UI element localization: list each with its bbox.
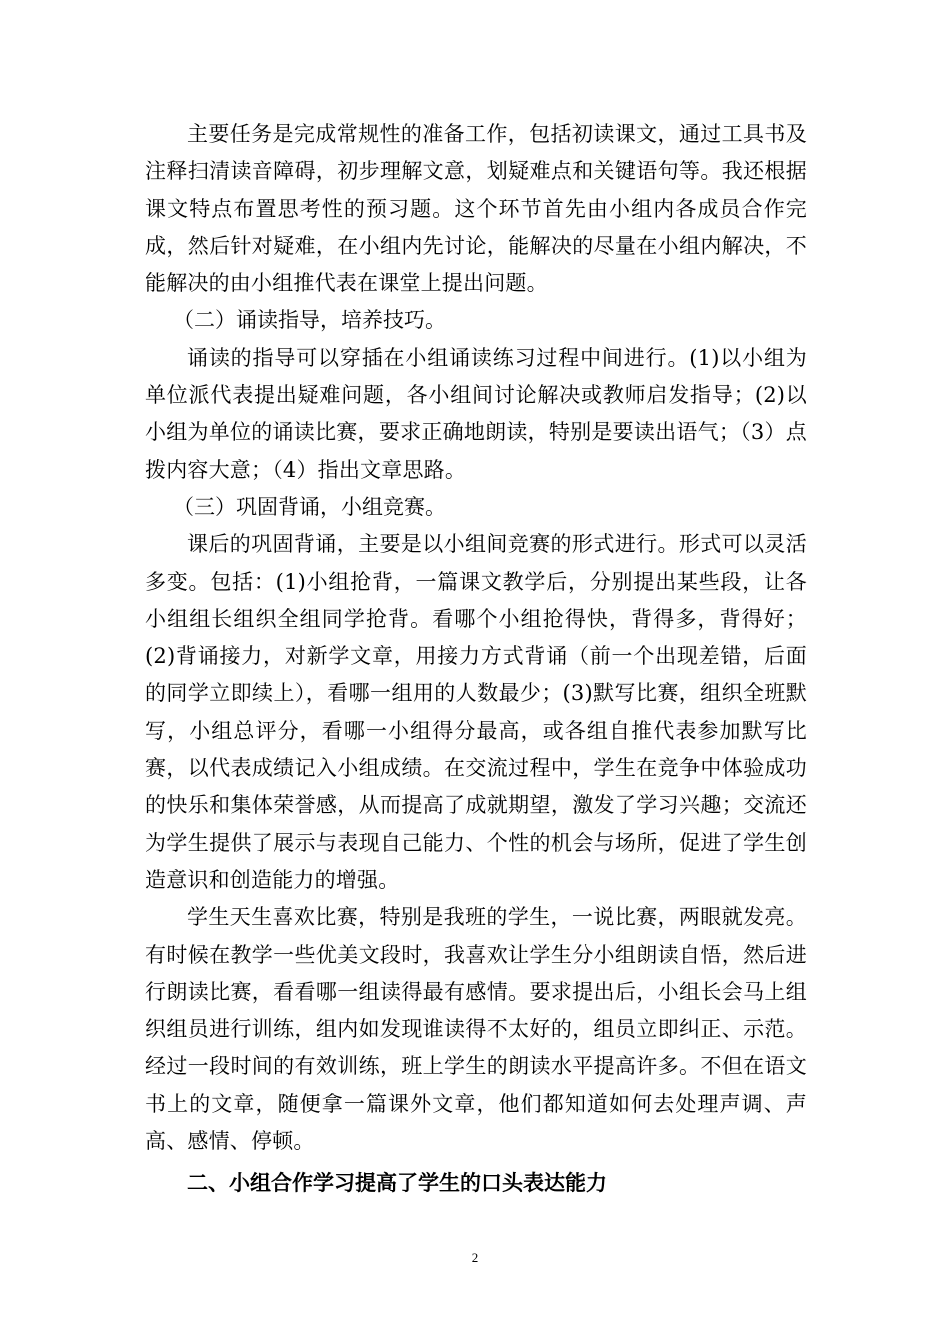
section-heading-oral-expression: 二、小组合作学习提高了学生的口头表达能力 [187,1170,607,1196]
paragraph-consolidation: 课后的巩固背诵，主要是以小组间竞赛的形式进行。形式可以灵活多变。包括：(1)小组抢背，一篇课文教学后，分别提出某些段，让各小组组长组织全组同学抢背。看哪个小组抢得快，背得多，背得好；(2)背诵接力，对新学文章，用接力方式背诵（前一个出现差错，后面的同学立即续上），看哪一组用的人数最少；(3)默写比赛，组织全班默写，小组总评分，看哪一小组得分最高，或各组自推代表参加默写比赛，以代表成绩记入小组成绩。在交流过程中，学生在竞争中体验成功的快乐和集体荣誉感，从而提高了成就期望，激发了学习兴趣；交流还为学生提供了展示与表现自己能力、个性的机会与场所，促进了学生创造意识和创造能力的增强。 [145,532,807,892]
paragraph-competition: 学生天生喜欢比赛，特别是我班的学生，一说比赛，两眼就发亮。有时候在教学一些优美文段时，我喜欢让学生分小组朗读自悟，然后进行朗读比赛，看看哪一组读得最有感情。要求提出后，小组长会马上组织组员进行训练，组内如发现谁读得不太好的，组员立即纠正、示范。经过一段时间的有效训练，班上学生的朗读水平提高许多。不但在语文书上的文章，随便拿一篇课外文章，他们都知道如何去处理声调、声高、感情、停顿。 [145,905,807,1154]
document-body [145,116,807,1202]
section-heading-consolidation: （三）巩固背诵，小组竞赛。 [173,494,446,519]
paragraph-preparation: 主要任务是完成常规性的准备工作，包括初读课文，通过工具书及注释扫清读音障碍，初步理解文意，划疑难点和关键语句等。我还根据课文特点布置思考性的预习题。这个环节首先由小组内各成员合作完成，然后针对疑难，在小组内先讨论，能解决的尽量在小组内解决，不能解决的由小组推代表在课堂上提出问题。 [145,122,807,296]
section-heading-recitation-guidance: （二）诵读指导，培养技巧。 [173,308,446,333]
paragraph-recitation-guidance: 诵读的指导可以穿插在小组诵读练习过程中间进行。(1)以小组为单位派代表提出疑难问题，各小组间讨论解决或教师启发指导；(2)以小组为单位的诵读比赛，要求正确地朗读，特别是要读出语气；（3）点拨内容大意；（4）指出文章思路。 [145,345,807,482]
page-number: 2 [471,1250,479,1265]
